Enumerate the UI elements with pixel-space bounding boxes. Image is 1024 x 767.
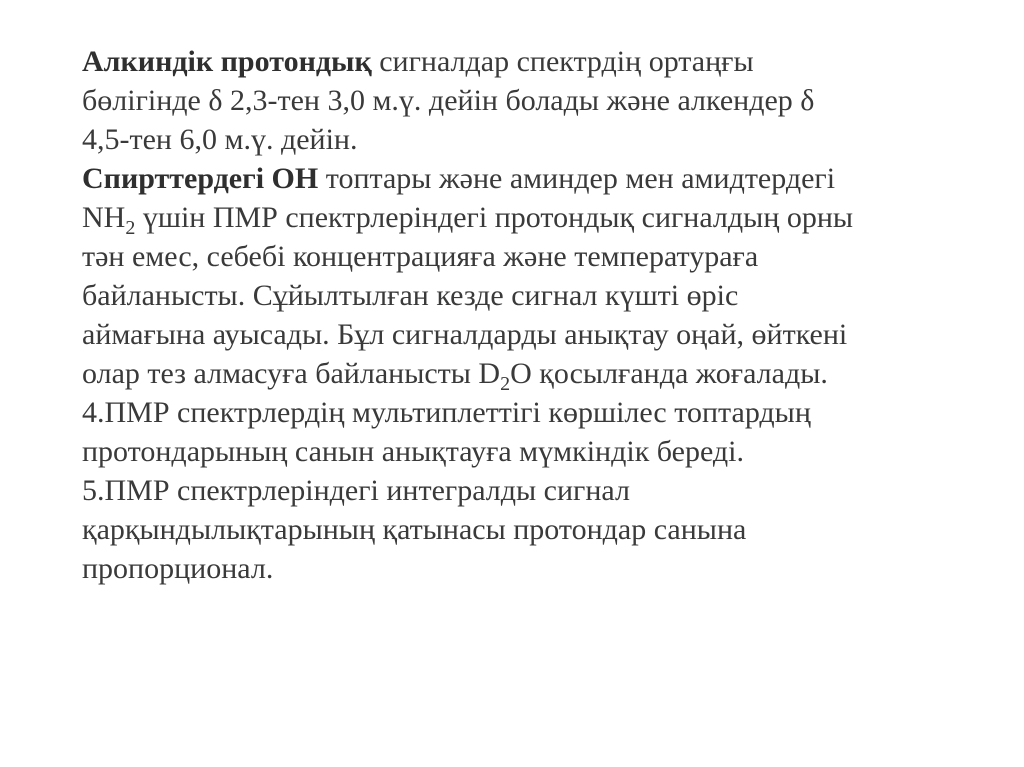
text-line <box>82 159 982 198</box>
text-line: тән емес, себебі концентрацияға және температураға <box>82 240 759 273</box>
slide-text-block <box>82 42 982 588</box>
text-line <box>82 354 982 393</box>
text-line: байланысты. Сұйылтылған кезде сигнал күшті өріс <box>82 279 739 312</box>
bold-term-alcohols-oh: Спирттердегі ОН <box>82 162 319 195</box>
text-line: пропорционал. <box>82 552 274 585</box>
text-fragment: олар тез алмасуға байланысты D <box>82 357 501 390</box>
subscript: 2 <box>500 373 511 395</box>
text-line: 4,5-тен 6,0 м.ү. дейін. <box>82 123 358 156</box>
text-line <box>82 198 982 237</box>
text-line: аймағына ауысады. Бұл сигналдарды анықтау оңай, өйткені <box>82 318 848 351</box>
formula-nh: NH <box>82 201 126 234</box>
text-line <box>82 42 982 81</box>
text-fragment: үшін ПМР спектрлеріндегі протондық сигналдың орны <box>135 201 854 234</box>
text-line: бөлігінде δ 2,3-тен 3,0 м.ү. дейін болады және алкендер δ <box>82 84 815 117</box>
text-line: 4.ПМР спектрлердің мультиплеттігі көршілес топтардың <box>82 396 811 429</box>
text-fragment: топтары және аминдер мен амидтердегі <box>318 162 836 195</box>
text-line: қарқындылықтарының қатынасы протондар санына <box>82 513 747 546</box>
text-fragment: сигналдар спектрдің ортаңғы <box>371 45 754 78</box>
bold-term-alkynes: Алкиндік протондық <box>82 45 372 78</box>
text-fragment: O қосылғанда жоғалады. <box>510 357 828 390</box>
subscript: 2 <box>125 217 136 239</box>
text-line: протондарының санын анықтауға мүмкіндік береді. <box>82 435 744 468</box>
text-line: 5.ПМР спектрлеріндегі интегралды сигнал <box>82 474 630 507</box>
